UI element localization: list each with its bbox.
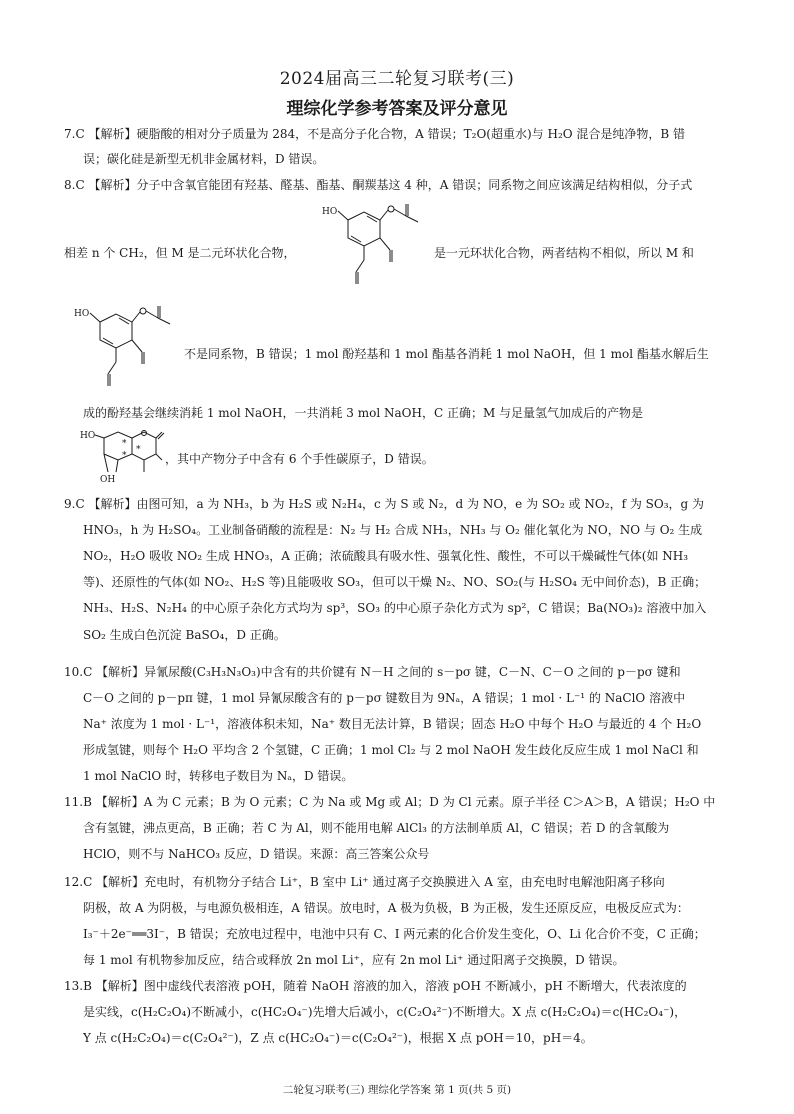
q8-line-3: 不是同系物，B 错误；1 mol 酚羟基和 1 mol 酯基各消耗 1 mol NaOH，但 1 mol 酯基水解后生 xyxy=(184,347,709,361)
q9-line-4: 等)、还原性的气体(如 NO₂、H₂S 等)且能吸收 SO₃，但可以干燥 N₂、NO、SO₂(与 H₂SO₄ 无中间价态)，B 正确； xyxy=(83,575,707,589)
q9-line-6: SO₂ 生成白色沉淀 BaSO₄，D 正确。 xyxy=(83,628,286,642)
q8-line-2b: 是一元环状化合物，两者结构不相似，所以 M 和 xyxy=(434,246,694,260)
q13-line-3: Y 点 c(H₂C₂O₄)＝c(C₂O₄²⁻)，Z 点 c(HC₂O₄⁻)＝c(C₂O₄²⁻)，根据 X 点 pOH＝10，pH＝4。 xyxy=(83,1031,593,1045)
q13-line-2: 是实线，c(H₂C₂O₄)不断减小，c(HC₂O₄⁻)先增大后减小，c(C₂O₄²⁻)不断增大。X 点 c(H₂C₂O₄)＝c(HC₂O₄⁻)， xyxy=(83,1005,687,1019)
q10-line-2: C－O 之间的 p－pπ 键，1 mol 异氰尿酸含有的 p－pσ 键数目为 9Nₐ，A 错误；1 mol · L⁻¹ 的 NaClO 溶液中 xyxy=(83,691,686,705)
q10-line-1: 10.C 【解析】异氰尿酸(C₃H₃N₃O₃)中含有的共价键有 N－H 之间的 s－pσ 键，C－N、C－O 之间的 p－pσ 键和 xyxy=(64,665,681,679)
oh-label: OH xyxy=(100,475,116,485)
page-footer: 二轮复习联考(三) 理综化学答案 第 1 页(共 5 页) xyxy=(282,1084,512,1096)
q12-line-1: 12.C 【解析】充电时，有机物分子结合 Li⁺，B 室中 Li⁺ 通过离子交换膜进入 A 室，由充电时电解池阳离子移向 xyxy=(64,875,665,889)
q8-line-1: 8.C 【解析】分子中含氧官能团有羟基、醛基、酯基、酮羰基这 4 种，A 错误；同系物之间应该满足结构相似，分子式 xyxy=(64,178,693,192)
q10-line-5: 1 mol NaClO 时，转移电子数目为 Nₐ，D 错误。 xyxy=(83,769,354,783)
q8-line-2a: 相差 n 个 CH₂，但 M 是二元环状化合物， xyxy=(64,246,296,260)
q11-line-3: HClO，则不与 NaHCO₃ 反应，D 错误。来源：高三答案公众号 xyxy=(83,847,430,861)
q8-line-4: 成的酚羟基会继续消耗 1 mol NaOH，一共消耗 3 mol NaOH，C 正确；M 与足量氢气加成后的产物是 xyxy=(83,406,644,420)
q12-line-3: I₃⁻＋2e⁻══3I⁻，B 错误；充放电过程中，电池中只有 C、I 两元素的化合价发生变化，O、Li 化合价不变，C 正确； xyxy=(83,927,706,941)
molecule-structure-2 xyxy=(70,302,182,398)
ho-label: HO xyxy=(74,309,90,319)
molecule-structure-1 xyxy=(318,200,430,296)
q9-line-3: NO₂，H₂O 吸收 NO₂ 生成 HNO₃，A 正确；浓硫酸具有吸水性、强氧化性、酸性，不可以干燥碱性气体(如 NH₃ xyxy=(83,549,689,563)
ho-label: HO xyxy=(80,431,96,441)
q8-line-5: ，其中产物分子中含有 6 个手性碳原子，D 错误。 xyxy=(165,452,434,466)
q10-line-4: 形成氢键，则每个 H₂O 平均含 2 个氢键，C 正确；1 mol Cl₂ 与 2 mol NaOH 发生歧化反应生成 1 mol NaCl 和 xyxy=(83,743,699,757)
svg-text:*: * xyxy=(122,439,127,449)
q9-line-1: 9.C 【解析】由图可知，a 为 NH₃，b 为 H₂S 或 N₂H₄，c 为 S 或 N₂，d 为 NO，e 为 SO₂ 或 NO₂，f 为 SO₃，g 为 xyxy=(64,497,704,511)
svg-text:*: * xyxy=(136,445,141,455)
q12-line-4: 每 1 mol 有机物参加反应，结合或释放 2n mol Li⁺，应有 2n mol Li⁺ 通过阳离子交换膜，D 错误。 xyxy=(83,953,625,967)
molecule-structure-3 xyxy=(78,424,168,486)
q13-line-1: 13.B 【解析】图中虚线代表溶液 pOH，随着 NaOH 溶液的加入，溶液 pOH 不断减小，pH 不断增大，代表浓度的 xyxy=(64,979,687,993)
q9-line-2: HNO₃，h 为 H₂SO₄。工业制备硝酸的流程是：N₂ 与 H₂ 合成 NH₃，NH₃ 与 O₂ 催化氧化为 NO，NO 与 O₂ 生成 xyxy=(83,523,703,537)
page-subtitle: 理综化学参考答案及评分意见 xyxy=(286,99,508,119)
svg-text:*: * xyxy=(122,451,127,461)
q7-line-2: 误；碳化硅是新型无机非金属材料，D 错误。 xyxy=(83,152,325,166)
exam-title: 2024届高三二轮复习联考(三) xyxy=(279,69,515,89)
q11-line-1: 11.B 【解析】A 为 C 元素；B 为 O 元素；C 为 Na 或 Mg 或 Al；D 为 Cl 元素。原子半径 C＞A＞B，A 错误；H₂O 中 xyxy=(64,795,716,809)
q12-line-2: 阴极，故 A 为阴极，与电源负极相连，A 错误。放电时，A 极为负极，B 为正极，发生还原反应，电极反应式为： xyxy=(83,901,689,915)
q7-line-1: 7.C 【解析】硬脂酸的相对分子质量为 284，不是高分子化合物，A 错误；T₂O(超重水)与 H₂O 混合是纯净物，B 错 xyxy=(64,127,686,141)
ho-label: HO xyxy=(322,207,338,217)
q10-line-3: Na⁺ 浓度为 1 mol · L⁻¹，溶液体积未知，Na⁺ 数目无法计算，B 错误；固态 H₂O 中每个 H₂O 与最近的 4 个 H₂O xyxy=(83,717,702,731)
q11-line-2: 含有氢键，沸点更高，B 正确；若 C 为 Al，则不能用电解 AlCl₃ 的方法制单质 Al，C 错误；若 D 的含氧酸为 xyxy=(83,821,670,835)
q9-line-5: NH₃、H₂S、N₂H₄ 的中心原子杂化方式均为 sp³，SO₃ 的中心原子杂化方式为 sp²，C 错误；Ba(NO₃)₂ 溶液中加入 xyxy=(83,601,707,615)
